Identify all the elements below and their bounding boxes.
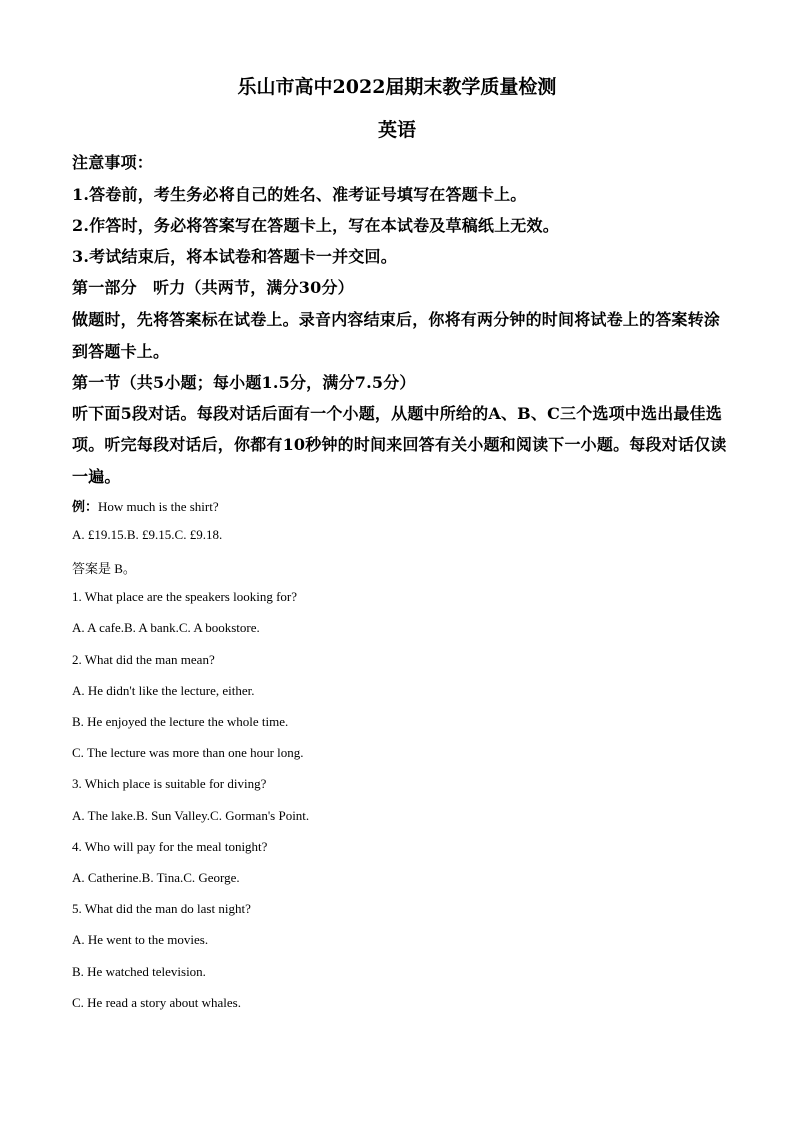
- question-4-stem: 4. Who will pay for the meal tonight?: [72, 839, 268, 854]
- part1-instruction-line2: 到答题卡上。: [72, 342, 170, 361]
- example-question: How much is the shirt?: [98, 499, 219, 514]
- example-label: 例：: [72, 500, 99, 515]
- section1-instruction-line2: 项。听完每段对话后，你都有10秒钟的时间来回答有关小题和阅读下一小题。每段对话仅读: [72, 435, 727, 454]
- example-question-line: [72, 496, 219, 515]
- question-1-stem: 1. What place are the speakers looking for?: [72, 589, 297, 604]
- question-2-stem: 2. What did the man mean?: [72, 652, 215, 667]
- notice-item-1: 1.答卷前，考生务必将自己的姓名、准考证号填写在答题卡上。: [72, 185, 527, 204]
- part1-instruction-line1: 做题时，先将答案标在试卷上。录音内容结束后，你将有两分钟的时间将试卷上的答案转涂: [72, 310, 721, 329]
- exam-title: 乐山市高中2022届期末教学质量检测: [237, 76, 557, 98]
- question-3-options: A. The lake.B. Sun Valley.C. Gorman's Point.: [72, 808, 310, 823]
- section1-instruction-line1: 听下面5段对话。每段对话后面有一个小题，从题中所给的A、B、C三个选项中选出最佳选: [72, 404, 723, 423]
- section1-heading: 第一节（共5小题；每小题1.5分，满分7.5分）: [72, 373, 416, 392]
- example-options: A. £19.15.B. £9.15.C. £9.18.: [72, 527, 223, 542]
- question-2-option-c: C. The lecture was more than one hour long.: [72, 745, 304, 760]
- notice-item-3: 3.考试结束后，将本试卷和答题卡一并交回。: [72, 247, 397, 266]
- section1-instruction-line3: 一遍。: [72, 467, 121, 486]
- question-2-option-b: B. He enjoyed the lecture the whole time.: [72, 714, 289, 729]
- exam-subject: 英语: [377, 119, 416, 141]
- question-5-option-c: C. He read a story about whales.: [72, 995, 241, 1010]
- example-answer: 答案是 B。: [72, 561, 136, 576]
- notice-heading: 注意事项：: [72, 153, 154, 172]
- question-5-option-a: A. He went to the movies.: [72, 932, 209, 947]
- part1-heading: 第一部分 听力（共两节，满分30分）: [72, 278, 354, 297]
- question-2-option-a: A. He didn't like the lecture, either.: [72, 683, 255, 698]
- question-5-stem: 5. What did the man do last night?: [72, 901, 251, 916]
- question-1-options: A. A cafe.B. A bank.C. A bookstore.: [72, 620, 260, 635]
- question-5-option-b: B. He watched television.: [72, 964, 206, 979]
- notice-item-2: 2.作答时，务必将答案写在答题卡上，写在本试卷及草稿纸上无效。: [72, 216, 559, 235]
- question-4-options: A. Catherine.B. Tina.C. George.: [72, 870, 240, 885]
- question-3-stem: 3. Which place is suitable for diving?: [72, 776, 267, 791]
